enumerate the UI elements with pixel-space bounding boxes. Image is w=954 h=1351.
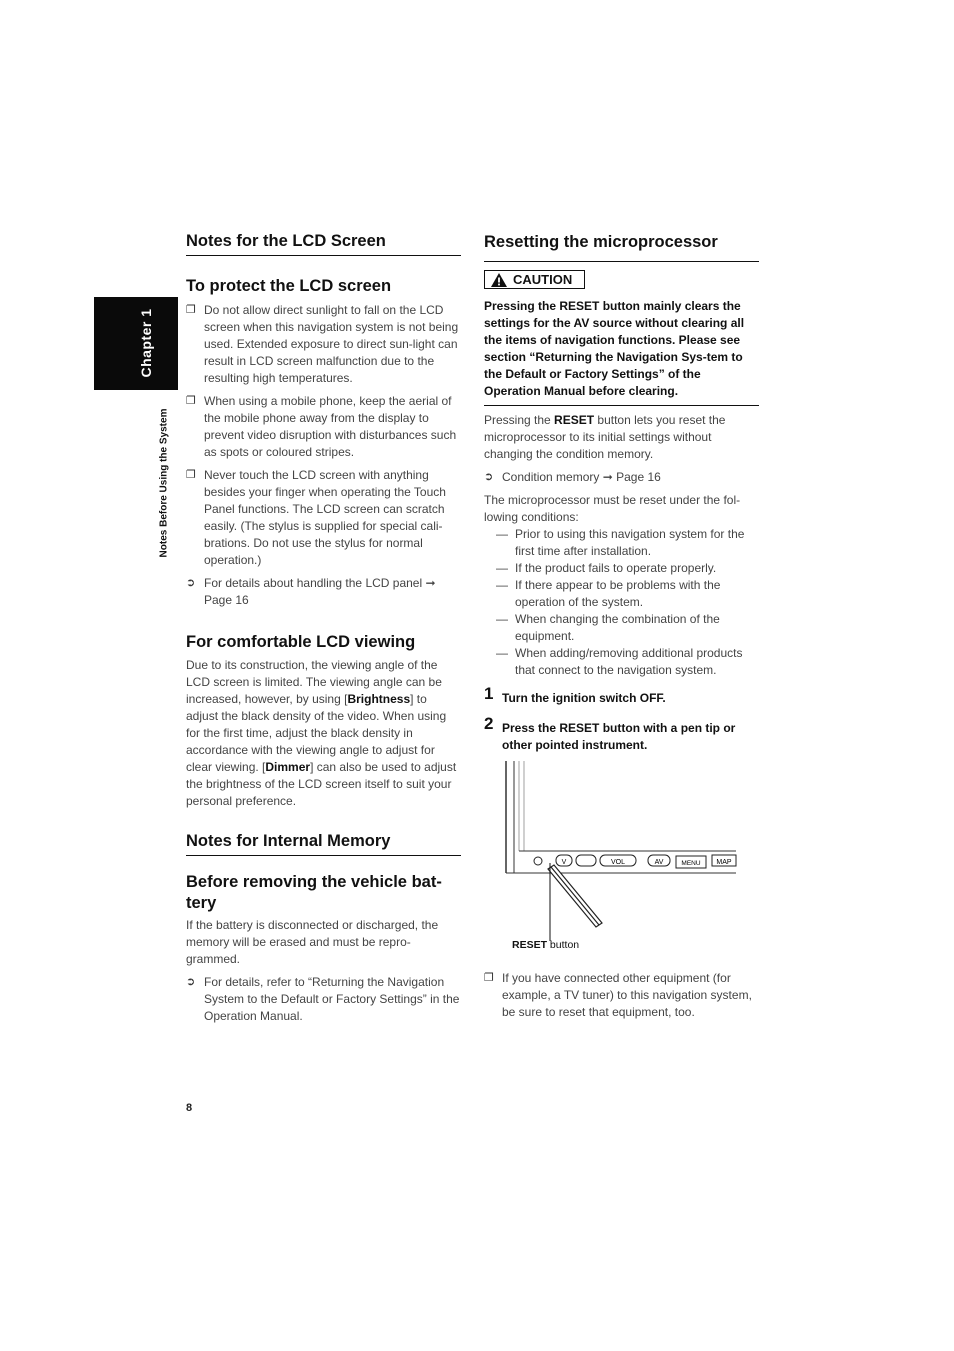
condition-ref	[484, 469, 759, 486]
eject-icon	[534, 857, 542, 865]
reference-arrow-icon: ➲	[186, 976, 196, 988]
checkbox-bullet-icon: ❐	[484, 971, 494, 984]
caution-block	[484, 261, 759, 406]
checkbox-bullet-icon: ❐	[186, 469, 196, 481]
reset-intro: Pressing the RESET button lets you reset the microprocessor to its initial settings without changing the condition memory.	[484, 412, 726, 461]
figure-button-map: MAP	[716, 858, 732, 866]
reset-title: Resetting the microprocessor	[484, 233, 718, 251]
chapter-label: Chapter 1	[138, 308, 154, 378]
battery-paragraph: If the battery is disconnected or discharged, the memory will be erased and must be repro-grammed.	[186, 918, 439, 966]
checkbox-bullet-icon: ❐	[186, 304, 196, 316]
section-side-label: Notes Before Using the System	[158, 408, 170, 558]
note-item: ❐ When using a mobile phone, keep the aerial of the mobile phone away from the display to prevent video disruption with disturbances such as spots or coloured stripes.	[186, 394, 457, 459]
condition-item: — Prior to using this navigation system for the first time after installation.	[496, 526, 745, 558]
battery-title: Before removing the vehicle bat-tery	[186, 873, 442, 912]
checkbox-bullet-icon: ❐	[186, 395, 196, 407]
condition-item: — If the product fails to operate properly.	[496, 560, 717, 575]
step-1: 1 Turn the ignition switch OFF.	[484, 683, 666, 705]
conditions-intro: The microprocessor must be reset under the fol-lowing conditions:	[484, 492, 741, 524]
reference-item: ➲ For details, refer to “Returning the Navigation System to the Default or Factory Settings” in the Operation Manual.	[186, 975, 460, 1023]
caution-text: Pressing the RESET button mainly clears the settings for the AV source without clearing all the items of navigation functions. Please see section “Returning the Navigation Sys-tem to the Default or Factory Settings” of the Operation Manual before clearing.	[484, 298, 759, 406]
reset-figure	[484, 761, 759, 956]
right-column	[484, 232, 759, 1021]
final-notes	[484, 970, 759, 1021]
figure-caption: RESET button	[512, 938, 580, 951]
chapter-tab	[94, 297, 178, 390]
reference-item: ➲ Condition memory ➞ Page 16	[484, 469, 661, 484]
protect-title: To protect the LCD screen	[186, 277, 392, 295]
figure-button-av: AV	[654, 858, 664, 866]
page-number: 8	[186, 1102, 193, 1114]
warning-icon	[491, 273, 507, 287]
conditions-list	[484, 526, 759, 679]
note-item: ❐ Do not allow direct sunlight to fall on the LCD screen when this navigation system is not being used. Extended exposure to direct sun-light can result in LCD screen malfunction due to the resulting high temperatures.	[186, 303, 459, 385]
condition-item: — If there appear to be problems with the operation of the system.	[496, 577, 721, 609]
protect-notes	[186, 302, 461, 609]
note-item: ❐ Never touch the LCD screen with anything besides your finger when operating the Touch Panel functions. The LCD screen can scratch easily. (The stylus is supplied for special cali-brations. Do not use the stylus for normal operation.)	[186, 468, 446, 567]
reference-arrow-icon: ➲	[484, 470, 494, 483]
battery-notes	[186, 974, 461, 1025]
reference-item: ➲ For details about handling the LCD panel ➞ Page 16	[186, 576, 436, 607]
reference-arrow-icon: ➲	[186, 577, 196, 589]
lcd-section-title: Notes for the LCD Screen	[186, 232, 461, 256]
figure-button-menu: MENU	[681, 859, 701, 867]
caution-badge: CAUTION	[484, 270, 585, 289]
figure-button-v: V	[561, 858, 567, 866]
memory-section-title: Notes for Internal Memory	[186, 832, 461, 856]
note-item: ❐ If you have connected other equipment (for example, a TV tuner) to this navigation system, be sure to reset that equipment, too.	[484, 970, 752, 1019]
left-column	[186, 232, 461, 1025]
viewing-paragraph: Due to its construction, the viewing angle of the LCD screen is limited. The viewing angle can be increased, however, by using [Brightness] to adjust the black density of the video. When using for the first time, adjust the black density in accordance with the viewing angle to adjust for clear viewing. [Dimmer] can also be used to adjust the brightness of the LCD screen itself to suit your personal preference.	[186, 658, 457, 808]
figure-button-vol: VOL	[610, 858, 626, 866]
condition-item: — When changing the combination of the equipment.	[496, 611, 720, 643]
viewing-title: For comfortable LCD viewing	[186, 633, 416, 651]
step-2: 2 Press the RESET button with a pen tip or other pointed instrument.	[484, 713, 736, 752]
condition-item: — When adding/removing additional products that connect to the navigation system.	[496, 645, 743, 677]
